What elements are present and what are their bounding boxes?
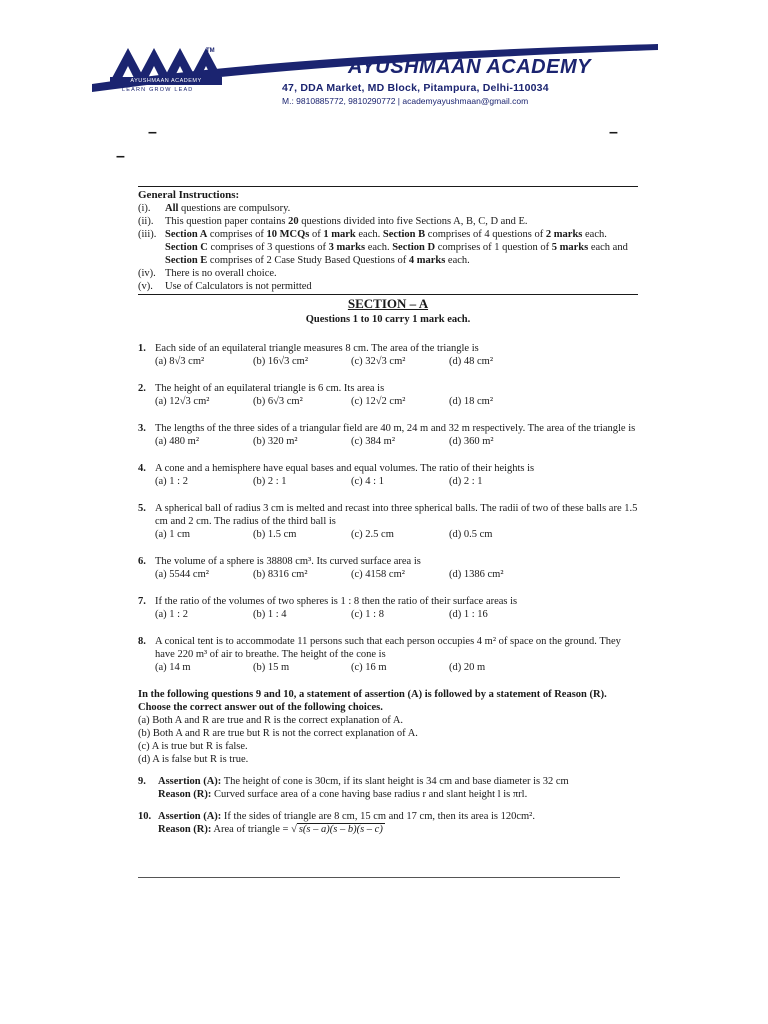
dash-mark: –	[116, 148, 125, 165]
assertion-text: The height of cone is 30cm, if its slant height is 34 cm and base diameter is 32 cm	[223, 776, 569, 787]
ar-question	[138, 775, 638, 801]
question-number: 9.	[138, 776, 146, 787]
instructions-title: General Instructions:	[138, 189, 240, 201]
answer-option: (b) 6√3 cm²	[253, 396, 303, 407]
question-text: Each side of an equilateral triangle measures 8 cm. The area of the triangle is	[155, 343, 479, 354]
question-number: 5.	[138, 503, 146, 514]
reason-label: Reason (R):	[158, 789, 212, 800]
section-title: SECTION – A	[347, 296, 429, 311]
instruction-number: (iv).	[138, 268, 156, 279]
assertion-label: Assertion (A):	[158, 811, 222, 822]
end-rule	[138, 877, 620, 878]
divider	[138, 294, 638, 295]
answer-option: (a) 12√3 cm²	[155, 396, 210, 407]
answer-option: (b) 1 : 4	[253, 609, 287, 620]
instruction-item	[138, 202, 638, 215]
options-row	[155, 475, 638, 488]
ar-choice: (d) A is false but R is true.	[138, 754, 249, 765]
instruction-text: All questions are compulsory.	[165, 203, 291, 214]
instructions-list	[138, 202, 638, 293]
answer-option: (a) 480 m²	[155, 436, 199, 447]
instruction-text: Section A comprises of 10 MCQs of 1 mark each. Section B comprises of 4 questions of 2 marks each. Section C comprises of 3 questions of 3 marks each. Section D comprises of 1 question of 5 marks each and Section E comprises of 2 Case Study Based Questions of 4 marks each.	[165, 229, 628, 266]
options-row	[155, 661, 638, 674]
question-number: 8.	[138, 636, 146, 647]
assertion-reason-choices	[138, 714, 638, 766]
instruction-item	[138, 267, 638, 280]
answer-option: (b) 15 m	[253, 662, 290, 673]
answer-option: (c) 4 : 1	[351, 476, 384, 487]
question-number: 1.	[138, 343, 146, 354]
question-item	[138, 422, 638, 448]
trademark-label: TM	[206, 48, 215, 54]
question-number: 3.	[138, 423, 146, 434]
answer-option: (a) 1 cm	[155, 529, 190, 540]
question-text: If the ratio of the volumes of two spheres is 1 : 8 then the ratio of their surface areas is	[155, 596, 518, 607]
answer-option: (c) 32√3 cm²	[351, 356, 406, 367]
assertion-reason-heading: In the following questions 9 and 10, a statement of assertion (A) is followed by a statement of Reason (R). Choose the correct answer out of the following choices.	[138, 689, 607, 713]
dash-mark: –	[148, 124, 157, 141]
ar-question	[138, 810, 638, 836]
question-text: The height of an equilateral triangle is 6 cm. Its area is	[155, 383, 385, 394]
ar-choice: (a) Both A and R are true and R is the correct explanation of A.	[138, 715, 404, 726]
answer-option: (c) 384 m²	[351, 436, 395, 447]
answer-option: (b) 1.5 cm	[253, 529, 297, 540]
assertion-reason-items	[138, 775, 638, 836]
answer-option: (c) 4158 cm²	[351, 569, 405, 580]
ar-choice: (b) Both A and R are true but R is not the correct explanation of A.	[138, 728, 418, 739]
contact-line: M.: 9810885772, 9810290772 | academyayushmaan@gmail.com	[282, 96, 529, 106]
answer-option: (a) 1 : 2	[155, 609, 188, 620]
instruction-item	[138, 228, 638, 267]
question-text: A conical tent is to accommodate 11 persons such that each person occupies 4 m² of space on the ground. They have 220 m³ of air to breathe. The height of the cone is	[155, 636, 621, 660]
logo-ribbon: AYUSHMAAN ACADEMY	[110, 77, 222, 85]
reason-text: Area of triangle =	[213, 824, 292, 835]
answer-option: (b) 2 : 1	[253, 476, 287, 487]
dash-mark: –	[609, 124, 618, 141]
sqrt-formula: √ s(s – a)(s – b)(s – c)	[291, 824, 383, 835]
answer-option: (d) 20 m	[449, 662, 486, 673]
section-subtitle: Questions 1 to 10 carry 1 mark each.	[305, 314, 471, 325]
answer-option: (b) 320 m²	[253, 436, 298, 447]
answer-option: (c) 2.5 cm	[351, 529, 394, 540]
instruction-text: Use of Calculators is not permitted	[165, 281, 312, 292]
question-item	[138, 635, 638, 674]
options-row	[155, 608, 638, 621]
answer-option: (c) 16 m	[351, 662, 387, 673]
logo-tagline: LEARN GROW LEAD	[122, 87, 194, 93]
ar-choice: (c) A is true but R is false.	[138, 741, 248, 752]
question-item	[138, 382, 638, 408]
answer-option: (d) 48 cm²	[449, 356, 493, 367]
question-item	[138, 342, 638, 368]
instruction-text: This question paper contains 20 questions divided into five Sections A, B, C, D and E.	[165, 216, 528, 227]
question-number: 2.	[138, 383, 146, 394]
brand-name: AYUSHMAAN ACADEMY	[348, 56, 591, 78]
options-row	[155, 568, 638, 581]
answer-option: (b) 8316 cm²	[253, 569, 308, 580]
answer-option: (c) 12√2 cm²	[351, 396, 406, 407]
question-item	[138, 462, 638, 488]
answer-option: (a) 5544 cm²	[155, 569, 209, 580]
header-banner	[92, 44, 658, 110]
questions-list	[138, 342, 638, 674]
instruction-number: (v).	[138, 281, 153, 292]
answer-option: (d) 0.5 cm	[449, 529, 493, 540]
instruction-number: (ii).	[138, 216, 154, 227]
formula-text: s(s – a)(s – b)(s – c)	[298, 824, 383, 835]
answer-option: (d) 18 cm²	[449, 396, 493, 407]
options-row	[155, 435, 638, 448]
answer-option: (d) 1386 cm²	[449, 569, 504, 580]
instruction-text: There is no overall choice.	[165, 268, 277, 279]
question-text: A spherical ball of radius 3 cm is melted and recast into three spherical balls. The radii of two of these balls are 1.5 cm and 2 cm. The radius of the third ball is	[155, 503, 638, 527]
answer-option: (d) 360 m²	[449, 436, 494, 447]
instruction-number: (iii).	[138, 229, 157, 240]
answer-option: (a) 1 : 2	[155, 476, 188, 487]
instruction-item	[138, 215, 638, 228]
question-number: 4.	[138, 463, 146, 474]
divider	[138, 186, 638, 187]
question-paper	[138, 186, 638, 836]
question-item	[138, 502, 638, 541]
answer-option: (a) 8√3 cm²	[155, 356, 205, 367]
question-item	[138, 555, 638, 581]
assertion-label: Assertion (A):	[158, 776, 222, 787]
instruction-number: (i).	[138, 203, 151, 214]
options-row	[155, 395, 638, 408]
question-text: The volume of a sphere is 38808 cm³. Its curved surface area is	[155, 556, 421, 567]
academy-logo	[98, 46, 230, 108]
options-row	[155, 355, 638, 368]
options-row	[155, 528, 638, 541]
assertion-text: If the sides of triangle are 8 cm, 15 cm and 17 cm, then its area is 120cm².	[223, 811, 535, 822]
question-item	[138, 595, 638, 621]
question-text: The lengths of the three sides of a triangular field are 40 m, 24 m and 32 m respectively. The area of the triangle is	[155, 423, 636, 434]
reason-text: Curved surface area of a cone having base radius r and slant height l is πrl.	[214, 789, 528, 800]
answer-option: (d) 2 : 1	[449, 476, 483, 487]
answer-option: (d) 1 : 16	[449, 609, 488, 620]
reason-label: Reason (R):	[158, 824, 212, 835]
question-number: 6.	[138, 556, 146, 567]
instruction-item	[138, 280, 638, 293]
address-line: 47, DDA Market, MD Block, Pitampura, Delhi-110034	[282, 82, 549, 94]
answer-option: (c) 1 : 8	[351, 609, 384, 620]
answer-option: (b) 16√3 cm²	[253, 356, 308, 367]
answer-option: (a) 14 m	[155, 662, 191, 673]
question-number: 7.	[138, 596, 146, 607]
question-number: 10.	[138, 811, 152, 822]
question-text: A cone and a hemisphere have equal bases and equal volumes. The ratio of their heights is	[155, 463, 535, 474]
